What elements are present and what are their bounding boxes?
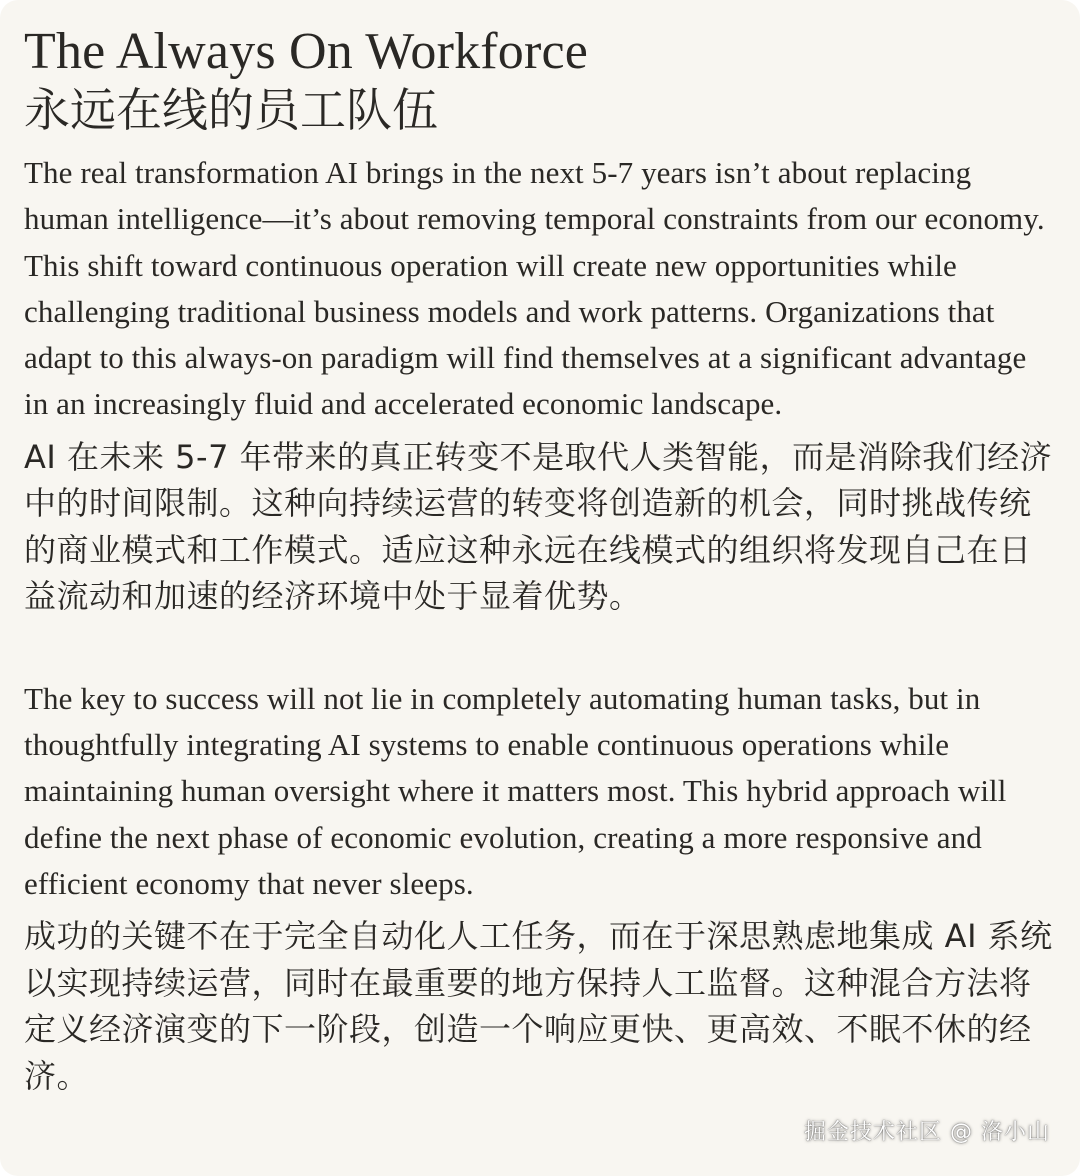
article-title-en: The Always On Workforce (24, 23, 589, 80)
article-title-zh: 永远在线的员工队伍 (24, 83, 438, 137)
paragraph-1-en: The real transformation AI brings in the next 5-7 years isn’t about replacing human intelligence—it’s about removing temporal constraints from our economy. This shift toward continuous operation will create new opportunities while challenging traditional business models and work patterns. Organizations that adapt to this always-on paradigm will find themselves at a significant advantage in an increasingly fluid and accelerated economic landscape. (24, 155, 1045, 422)
paragraph-spacer (24, 620, 1054, 676)
paragraph-1-zh: AI 在未来 5-7 年带来的真正转变不是取代人类智能，而是消除我们经济中的时间限制。这种向持续运营的转变将创造新的机会，同时挑战传统的商业模式和工作模式。适应这种永远在线模式的组织将发现自己在日益流动和加速的经济环境中处于显着优势。 (24, 437, 1053, 616)
paragraph-2-en: The key to success will not lie in completely automating human tasks, but in thoughtfully integrating AI systems to enable continuous operations while maintaining human oversight where it matters most. This hybrid approach will define the next phase of economic evolution, creating a more responsive and efficient economy that never sleeps. (24, 680, 1007, 901)
watermark: 掘金技术社区 @ 洛小山 (804, 1120, 1050, 1145)
paragraph-2-zh: 成功的关键不在于完全自动化人工任务，而在于深思熟虑地集成 AI 系统以实现持续运营，同时在最重要的地方保持人工监督。这种混合方法将定义经济演变的下一阶段，创造一个响应更快、更高效、不眠不休的经济。 (24, 917, 1053, 1095)
